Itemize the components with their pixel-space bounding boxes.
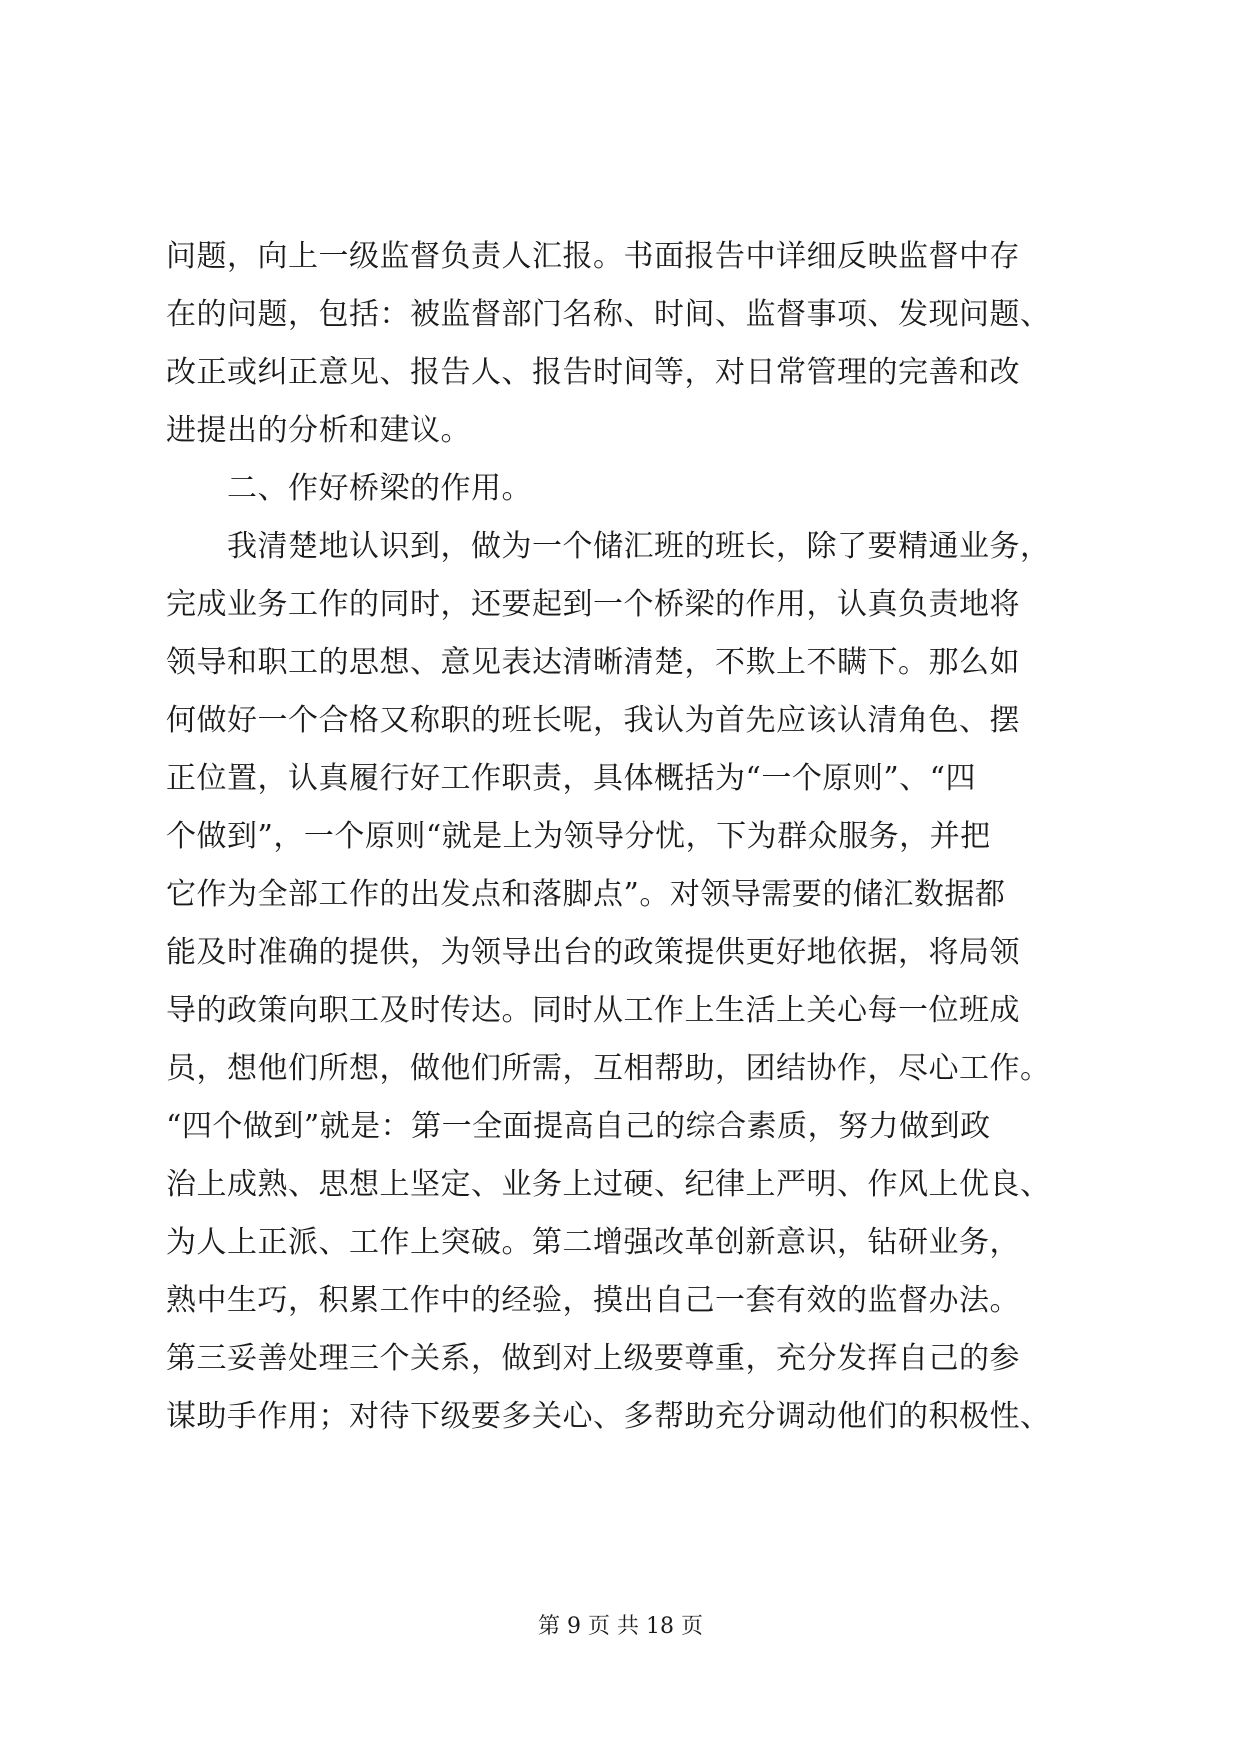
text-line: 我清楚地认识到，做为一个储汇班的班长，除了要精通业务， <box>166 529 1051 564</box>
text-line: 问题，向上一级监督负责人汇报。书面报告中详细反映监督中存 <box>166 239 1020 274</box>
text-line: 何做好一个合格又称职的班长呢，我认为首先应该认清角色、摆 <box>166 703 1020 738</box>
page-number-footer: 第 9 页 共 18 页 <box>538 1614 703 1639</box>
text-line: 治上成熟、思想上坚定、业务上过硬、纪律上严明、作风上优良、 <box>166 1167 1051 1202</box>
text-line: 在的问题，包括：被监督部门名称、时间、监督事项、发现问题、 <box>166 297 1051 332</box>
text-line: 第三妥善处理三个关系，做到对上级要尊重，充分发挥自己的参 <box>166 1341 1020 1376</box>
text-line: 正位置，认真履行好工作职责，具体概括为“一个原则”、“四 <box>166 761 977 796</box>
text-line: 领导和职工的思想、意见表达清晰清楚，不欺上不瞒下。那么如 <box>166 645 1020 680</box>
text-line: 个做到”，一个原则“就是上为领导分忧，下为群众服务，并把 <box>166 819 991 854</box>
text-line: 员，想他们所想，做他们所需，互相帮助，团结协作，尽心工作。 <box>166 1051 1051 1086</box>
text-line: 完成业务工作的同时，还要起到一个桥梁的作用，认真负责地将 <box>166 587 1020 622</box>
text-line: 导的政策向职工及时传达。同时从工作上生活上关心每一位班成 <box>166 993 1020 1028</box>
text-line: “四个做到”就是：第一全面提高自己的综合素质，努力做到政 <box>166 1109 991 1144</box>
text-line: 进提出的分析和建议。 <box>166 413 471 448</box>
text-line: 熟中生巧，积累工作中的经验，摸出自己一套有效的监督办法。 <box>166 1283 1020 1318</box>
text-line: 为人上正派、工作上突破。第二增强改革创新意识，钻研业务， <box>166 1225 1020 1260</box>
text-line: 它作为全部工作的出发点和落脚点”。对领导需要的储汇数据都 <box>166 877 1006 912</box>
text-line: 改正或纠正意见、报告人、报告时间等，对日常管理的完善和改 <box>166 355 1020 390</box>
section-heading: 二、作好桥梁的作用。 <box>166 471 532 506</box>
text-line: 能及时准确的提供，为领导出台的政策提供更好地依据，将局领 <box>166 935 1020 970</box>
text-line: 谋助手作用；对待下级要多关心、多帮助充分调动他们的积极性、 <box>166 1399 1051 1434</box>
body-text <box>166 228 1086 1446</box>
